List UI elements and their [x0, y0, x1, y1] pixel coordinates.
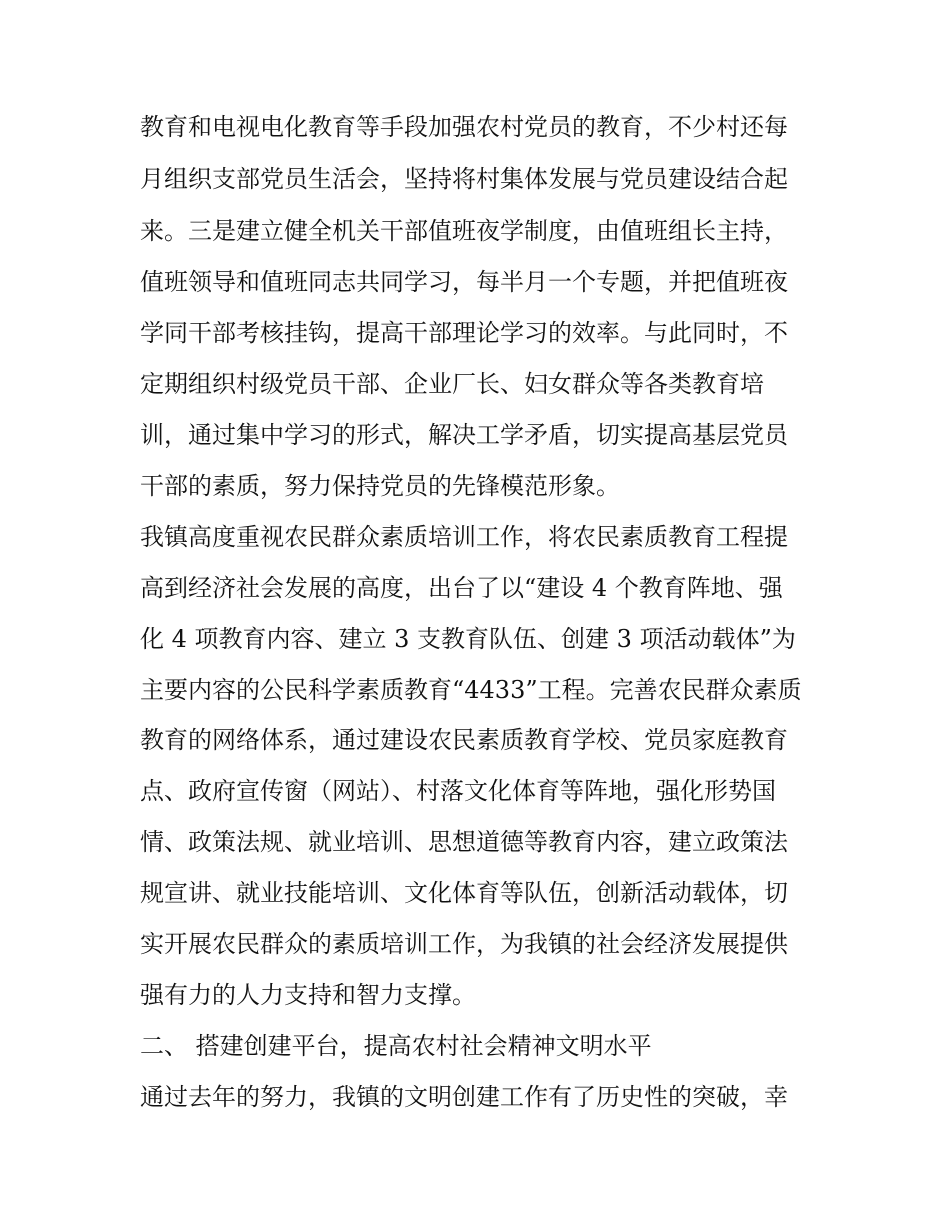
- text-line: 来。三是建立健全机关干部值班夜学制度，由值班组长主持，: [140, 217, 788, 245]
- text-line: 规宣讲、就业技能培训、文化体育等队伍，创新活动载体，切: [140, 879, 788, 907]
- text-line: 通过去年的努力，我镇的文明创建工作有了历史性的突破，幸: [140, 1083, 788, 1111]
- text-line: 月组织支部党员生活会，坚持将村集体发展与党员建设结合起: [140, 165, 788, 193]
- text-line: 值班领导和值班同志共同学习，每半月一个专题，并把值班夜: [140, 268, 788, 296]
- section-heading: 二、 搭建创建平台，提高农村社会精神文明水平: [140, 1032, 652, 1060]
- text-line: 实开展农民群众的素质培训工作，为我镇的社会经济发展提供: [140, 930, 788, 958]
- text-line: 情、政策法规、就业培训、思想道德等教育内容，建立政策法: [140, 828, 788, 856]
- text-line: 主要内容的公民科学素质教育“4433”工程。完善农民群众素质: [140, 676, 802, 704]
- text-line: 干部的素质，努力保持党员的先锋模范形象。: [140, 472, 620, 500]
- text-line: 化 4 项教育内容、建立 3 支教育队伍、创建 3 项活动载体”为: [140, 625, 796, 653]
- text-line: 教育和电视电化教育等手段加强农村党员的教育，不少村还每: [140, 113, 788, 141]
- text-line: 强有力的人力支持和智力支撑。: [140, 981, 476, 1009]
- text-line: 学同干部考核挂钩，提高干部理论学习的效率。与此同时，不: [140, 319, 788, 347]
- text-line: 高到经济社会发展的高度，出台了以“建设 4 个教育阵地、强: [140, 574, 783, 602]
- text-line: 教育的网络体系，通过建设农民素质教育学校、党员家庭教育: [140, 726, 788, 754]
- text-line: 点、政府宣传窗（网站）、村落文化体育等阵地，强化形势国: [140, 777, 776, 805]
- text-line: 定期组织村级党员干部、企业厂长、妇女群众等各类教育培: [140, 370, 764, 398]
- text-line: 我镇高度重视农民群众素质培训工作，将农民素质教育工程提: [140, 523, 788, 551]
- text-line: 训，通过集中学习的形式，解决工学矛盾，切实提高基层党员: [140, 421, 788, 449]
